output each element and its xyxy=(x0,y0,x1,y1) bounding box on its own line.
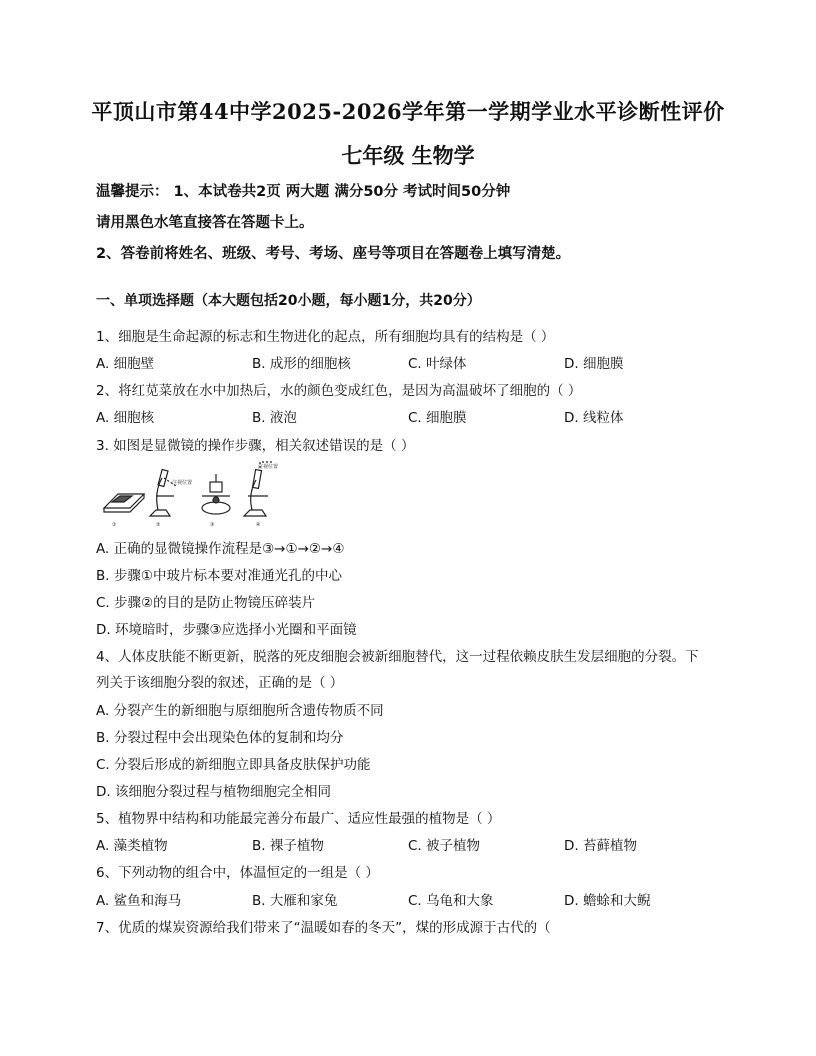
question-3-option-c: C. 步骤②的目的是防止物镜压碎装片 xyxy=(96,595,316,611)
figure-label-2: ② xyxy=(156,522,161,528)
page-subtitle: 七年级 生物学 xyxy=(341,143,475,168)
page-title: 平顶山市第44中学2025-2026学年第一学期学业水平诊断性评价 xyxy=(91,99,725,124)
question-5-stem: 5、植物界中结构和功能最完善分布最广、适应性最强的植物是（ ） xyxy=(96,811,501,827)
question-3-stem: 3. 如图是显微镜的操作步骤，相关叙述错误的是（ ） xyxy=(96,438,415,454)
question-4-option-d: D. 该细胞分裂过程与植物细胞完全相同 xyxy=(96,784,331,800)
question-5-option-a: A. 藻类植物 xyxy=(96,838,168,854)
question-1-option-d: D. 细胞膜 xyxy=(564,356,624,372)
section-heading: 一、单项选择题（本大题包括20小题，每小题1分，共20分） xyxy=(96,293,481,309)
question-2-option-d: D. 线粒体 xyxy=(564,410,624,426)
question-4-option-c: C. 分裂后形成的新细胞立即具备皮肤保护功能 xyxy=(96,757,371,773)
question-6-stem: 6、下列动物的组合中，体温恒定的一组是（ ） xyxy=(96,865,379,881)
question-7-stem: 7、优质的煤炭资源给我们带来了“温暖如春的冬天”，煤的形成源于古代的（ xyxy=(96,920,551,936)
question-2-stem: 2、将红苋菜放在水中加热后，水的颜色变成红色，是因为高温破坏了细胞的（ ） xyxy=(96,383,582,399)
question-2-option-c: C. 细胞膜 xyxy=(408,410,467,426)
question-3-option-d: D. 环境暗时，步骤③应选择小光圈和平面镜 xyxy=(96,622,357,638)
question-2-option-b: B. 液泡 xyxy=(252,410,297,426)
question-4-stem: 4、人体皮肤能不断更新，脱落的死皮细胞会被新细胞替代，这一过程依赖皮肤生发层细胞的分裂。下 xyxy=(96,649,699,665)
figure-label-4: ④ xyxy=(256,522,261,528)
question-2-option-a: A. 细胞核 xyxy=(96,410,155,426)
question-4-stem-continued: 列关于该细胞分裂的叙述，正确的是（ ） xyxy=(96,675,344,691)
question-3-option-a: A. 正确的显微镜操作流程是③→①→②→④ xyxy=(96,541,345,557)
question-5-option-d: D. 苔藓植物 xyxy=(564,838,637,854)
question-6-option-b: B. 大雁和家兔 xyxy=(252,893,338,909)
question-6-option-c: C. 乌龟和大象 xyxy=(408,893,494,909)
question-5-option-c: C. 被子植物 xyxy=(408,838,481,854)
question-5-option-b: B. 裸子植物 xyxy=(252,838,324,854)
figure-label-1: ① xyxy=(112,522,117,528)
notice-line-1: 温馨提示： 1、本试卷共2页 两大题 满分50分 考试时间50分钟 xyxy=(96,184,511,200)
figure-label-gaze-2: 注视位置 xyxy=(258,464,279,470)
figure-label-3: ③ xyxy=(210,522,215,528)
question-1-option-b: B. 成形的细胞核 xyxy=(252,356,351,372)
question-1-option-a: A. 细胞壁 xyxy=(96,356,155,372)
question-6-option-a: A. 鲨鱼和海马 xyxy=(96,893,182,909)
question-6-option-d: D. 蟾蜍和大鲵 xyxy=(564,893,651,909)
question-4-option-b: B. 分裂过程中会出现染色体的复制和均分 xyxy=(96,730,344,746)
figure-label-gaze-1: 注视位置 xyxy=(172,480,193,486)
notice-line-3: 2、答卷前将姓名、班级、考号、考场、座号等项目在答题卷上填写清楚。 xyxy=(96,246,571,262)
question-3-option-b: B. 步骤①中玻片标本要对准通光孔的中心 xyxy=(96,568,342,584)
notice-line-2: 请用黑色水笔直接答在答题卡上。 xyxy=(96,215,314,231)
question-1-option-c: C. 叶绿体 xyxy=(408,356,467,372)
microscope-steps-figure xyxy=(98,460,288,530)
question-1-stem: 1、细胞是生命起源的标志和生物进化的起点，所有细胞均具有的结构是（ ） xyxy=(96,329,555,345)
microscope-illustration xyxy=(98,460,288,530)
question-4-option-a: A. 分裂产生的新细胞与原细胞所含遗传物质不同 xyxy=(96,703,384,719)
